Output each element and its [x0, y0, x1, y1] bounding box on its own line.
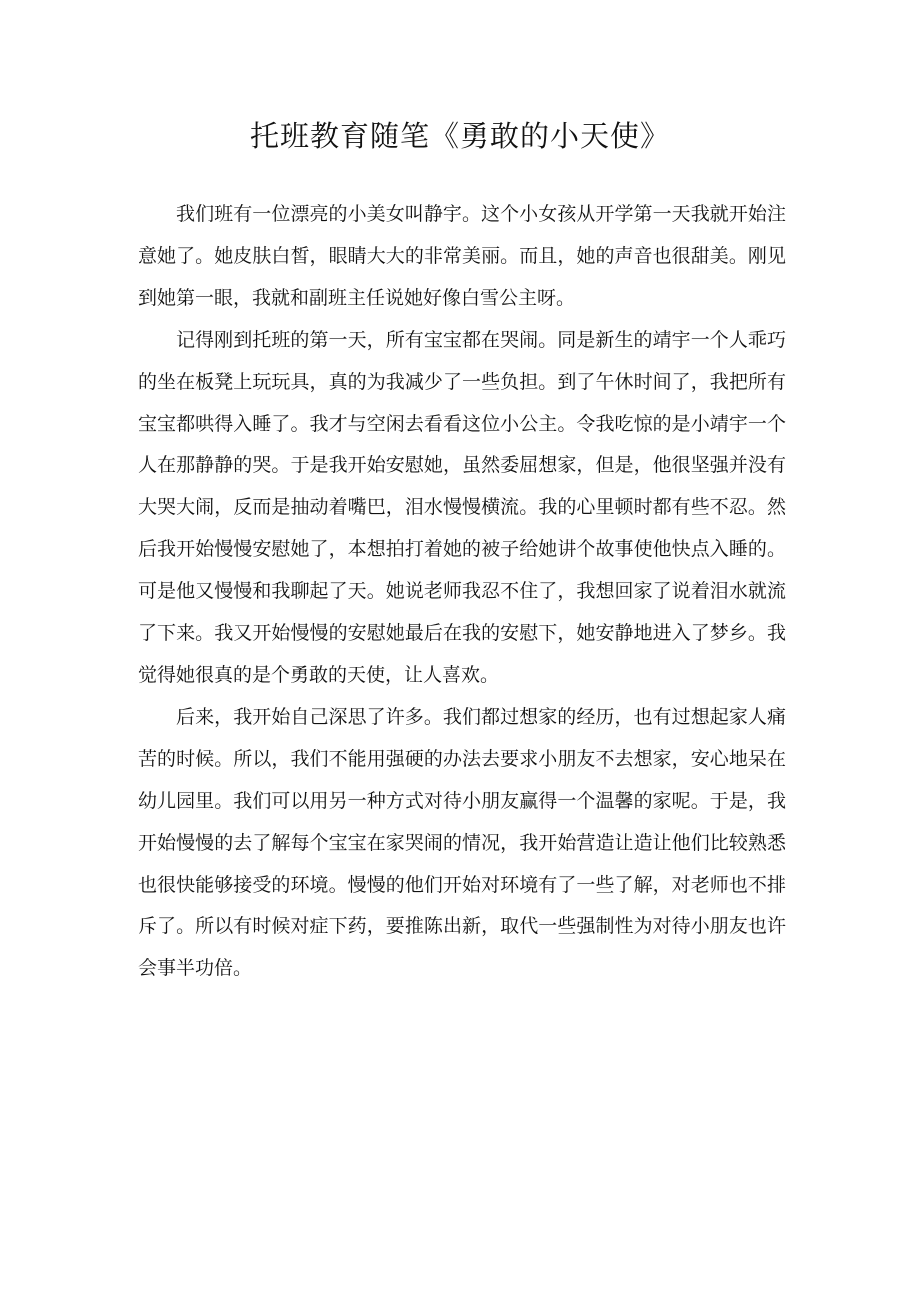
document-body	[138, 194, 786, 990]
paragraph-1: 我们班有一位漂亮的小美女叫静宇。这个小女孩从开学第一天我就开始注意她了。她皮肤白皙，眼睛大大的非常美丽。而且，她的声音也很甜美。刚见到她第一眼，我就和副班主任说她好像白雪公主呀。	[138, 203, 786, 309]
paragraph-3: 后来，我开始自己深思了许多。我们都过想家的经历，也有过想起家人痛苦的时候。所以，我们不能用强硬的办法去要求小朋友不去想家，安心地呆在幼儿园里。我们可以用另一种方式对待小朋友赢得一个温馨的家呢。于是，我开始慢慢的去了解每个宝宝在家哭闹的情况，我开始营造让造让他们比较熟悉也很快能够接受的环境。慢慢的他们开始对环境有了一些了解，对老师也不排斥了。所以有时候对症下药，要推陈出新，取代一些强制性为对待小朋友也许会事半功倍。	[138, 705, 786, 980]
paragraph-2: 记得刚到托班的第一天，所有宝宝都在哭闹。同是新生的靖宇一个人乖巧的坐在板凳上玩玩具，真的为我减少了一些负担。到了午休时间了，我把所有宝宝都哄得入睡了。我才与空闲去看看这位小公主。令我吃惊的是小靖宇一个人在那静静的哭。于是我开始安慰她，虽然委屈想家，但是，他很坚强并没有大哭大闹，反而是抽动着嘴巴，泪水慢慢横流。我的心里顿时都有些不忍。然后我开始慢慢安慰她了，本想拍打着她的被子给她讲个故事使他快点入睡的。可是他又慢慢和我聊起了天。她说老师我忍不住了，我想回家了说着泪水就流了下来。我又开始慢慢的安慰她最后在我的安慰下，她安静地进入了梦乡。我觉得她很真的是个勇敢的天使，让人喜欢。	[138, 328, 786, 686]
document-title: 托班教育随笔《勇敢的小天使》	[249, 119, 670, 153]
